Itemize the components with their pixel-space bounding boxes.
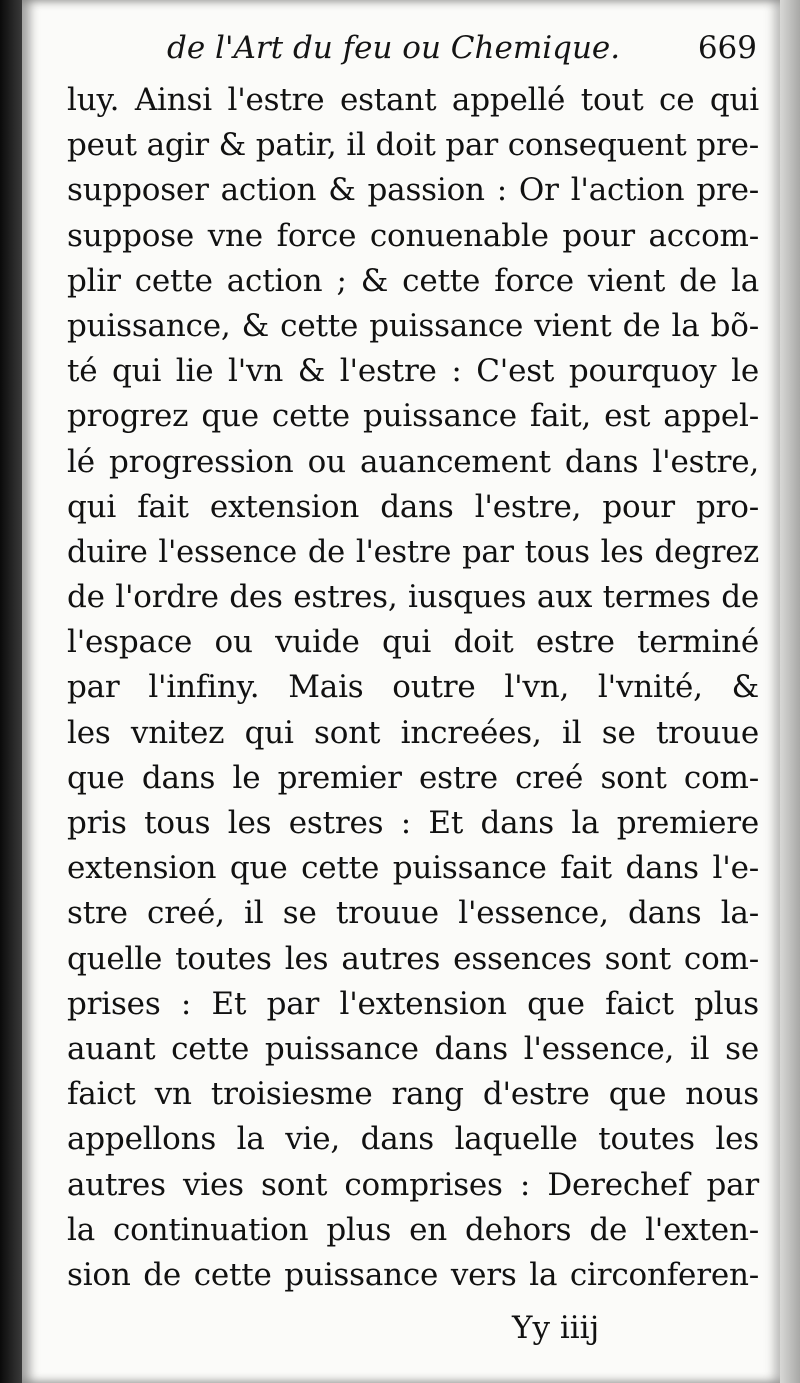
text-line: la continuation plus en dehors de l'exten-: [67, 1211, 759, 1248]
text-line: puissance, & cette puissance vient de la bõ-: [67, 307, 759, 344]
text-line: que dans le premier estre creé sont com-: [67, 759, 759, 796]
text-line: sion de cette puissance vers la circonferen-: [67, 1256, 759, 1293]
page-edge: [780, 0, 800, 1383]
text-line: extension que cette puissance fait dans l'e-: [67, 850, 759, 887]
text-line: par l'infiny. Mais outre l'vn, l'vnité, &: [67, 669, 759, 706]
running-header: [167, 30, 757, 80]
text-line: lé progression ou auancement dans l'estre,: [67, 443, 759, 480]
text-line: de l'ordre des estres, iusques aux termes de: [67, 579, 759, 616]
text-line: peut agir & patir, il doit par consequent pre-: [67, 127, 759, 164]
text-line: qui fait extension dans l'estre, pour pro-: [67, 488, 759, 525]
text-line: progrez que cette puissance fait, est appel-: [67, 398, 759, 435]
running-title: de l'Art du feu ou Chemique.: [167, 30, 621, 66]
text-line: luy. Ainsi l'estre estant appellé tout ce qui: [67, 82, 759, 118]
text-line: autres vies sont comprises : Derechef par: [67, 1166, 759, 1203]
text-line: duire l'essence de l'estre par tous les degrez: [67, 534, 759, 570]
text-line: prises : Et par l'extension que faict plus: [67, 985, 759, 1022]
page-number: 669: [697, 30, 757, 66]
book-gutter-shadow: [0, 0, 22, 1383]
book-page: [22, 0, 780, 1383]
text-line: suppose vne force conuenable pour accom-: [67, 217, 759, 254]
text-line: té qui lie l'vn & l'estre : C'est pourquoy le: [67, 353, 759, 390]
text-line: appellons la vie, dans laquelle toutes les: [67, 1121, 759, 1158]
text-line: quelle toutes les autres essences sont com-: [67, 940, 759, 977]
text-line: stre creé, il se trouue l'essence, dans la-: [67, 895, 759, 932]
text-line: auant cette puissance dans l'essence, il se: [67, 1030, 759, 1067]
text-line: les vnitez qui sont increées, il se trouue: [67, 714, 759, 751]
body-text: [67, 78, 759, 1298]
text-line: pris tous les estres : Et dans la premiere: [67, 805, 759, 841]
text-line: plir cette action ; & cette force vient de la: [67, 262, 759, 299]
text-line: supposer action & passion : Or l'action pre-: [67, 172, 759, 209]
text-line: faict vn troisiesme rang d'estre que nous: [67, 1076, 759, 1113]
signature-mark: Yy iiij: [512, 1310, 600, 1346]
text-line: l'espace ou vuide qui doit estre terminé: [67, 624, 759, 661]
